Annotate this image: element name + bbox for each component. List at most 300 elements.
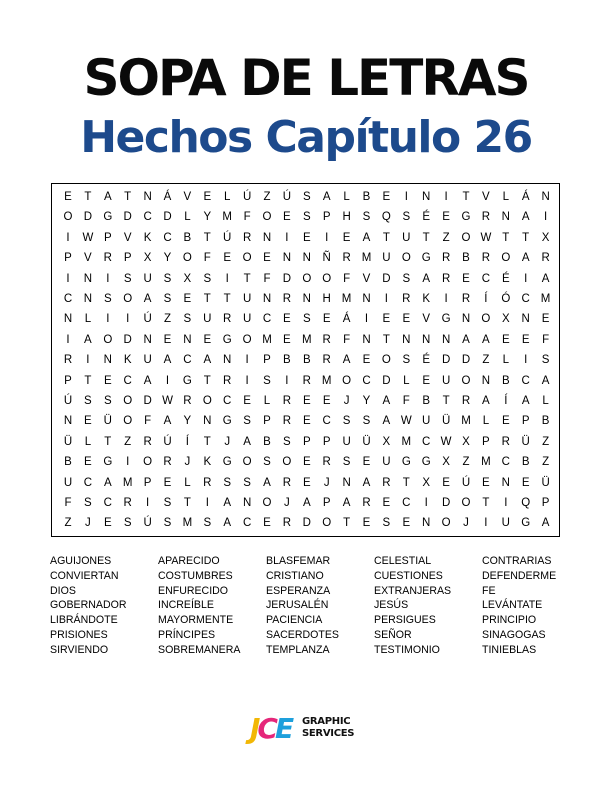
grid-letter: G — [401, 456, 411, 469]
grid-letter: O — [123, 395, 133, 407]
grid-letter: F — [343, 272, 351, 285]
logo-mark — [250, 712, 291, 746]
grid-letter: M — [302, 333, 312, 346]
grid-letter: R — [203, 476, 212, 489]
grid-letter: A — [103, 191, 112, 203]
grid-letter: E — [302, 231, 311, 244]
grid-letter: S — [402, 354, 411, 367]
grid-letter: A — [462, 333, 470, 346]
grid-letter: S — [203, 517, 212, 530]
grid-letter: E — [103, 517, 112, 530]
grid-letter: T — [84, 191, 92, 203]
grid-letter: T — [422, 231, 430, 244]
grid-letter: R — [223, 313, 232, 326]
grid-letter: O — [381, 354, 391, 367]
word-item: INCREÍBLE — [158, 599, 214, 612]
grid-letter: E — [302, 415, 311, 428]
logo-mark-c: C — [257, 712, 275, 745]
grid-letter: J — [284, 497, 290, 509]
grid-letter: O — [143, 456, 153, 469]
grid-letter: D — [441, 354, 451, 367]
grid-letter: R — [282, 395, 292, 407]
grid-letter: F — [542, 333, 550, 346]
grid-letter: A — [223, 497, 232, 509]
grid-letter: E — [482, 476, 490, 489]
grid-letter: R — [461, 293, 471, 305]
grid-letter: I — [106, 272, 110, 285]
grid-letter: L — [542, 395, 549, 407]
grid-letter: P — [322, 211, 331, 224]
grid-letter: G — [441, 313, 451, 326]
grid-row — [52, 329, 559, 351]
grid-letter: W — [82, 231, 94, 244]
grid-letter: T — [223, 293, 231, 305]
grid-letter: R — [282, 293, 292, 305]
grid-letter: A — [103, 476, 112, 489]
grid-letter: E — [382, 313, 391, 326]
page-title: SOPA DE LETRAS — [83, 49, 529, 107]
grid-letter: O — [242, 333, 252, 346]
grid-letter: E — [362, 456, 371, 469]
grid-letter: Ü — [441, 415, 451, 428]
grid-letter: P — [103, 231, 112, 244]
grid-letter: I — [543, 211, 548, 224]
grid-letter: I — [245, 374, 249, 387]
grid-letter: T — [183, 497, 191, 509]
grid-letter: T — [522, 231, 530, 244]
grid-letter: M — [401, 435, 412, 448]
grid-letter: N — [63, 313, 73, 326]
grid-letter: S — [123, 517, 132, 530]
grid-letter: R — [382, 476, 391, 489]
grid-letter: R — [103, 252, 112, 265]
grid-row — [52, 410, 559, 432]
grid-letter: C — [223, 395, 232, 407]
grid-letter: S — [163, 517, 172, 530]
grid-letter: Ü — [541, 476, 550, 489]
grid-letter: R — [481, 211, 491, 224]
grid-letter: R — [541, 252, 550, 265]
grid-letter: G — [421, 456, 431, 469]
grid-letter: O — [342, 374, 352, 387]
grid-letter: X — [501, 313, 510, 326]
grid-letter: L — [482, 415, 490, 428]
grid-letter: T — [203, 293, 211, 305]
grid-letter: M — [122, 476, 133, 489]
grid-letter: J — [343, 395, 350, 407]
grid-letter: H — [322, 293, 331, 305]
grid-letter: R — [282, 415, 292, 428]
grid-letter: N — [362, 333, 371, 346]
word-column — [482, 554, 592, 658]
grid-letter: A — [203, 354, 212, 367]
grid-letter: O — [103, 333, 113, 346]
grid-letter: J — [224, 435, 231, 448]
grid-letter: L — [84, 435, 92, 448]
grid-letter: E — [342, 231, 351, 244]
word-item: CELESTIAL — [374, 555, 432, 567]
grid-letter: B — [541, 415, 550, 428]
grid-letter: Á — [342, 313, 351, 326]
grid-letter: P — [143, 476, 152, 489]
grid-letter: U — [143, 272, 152, 285]
word-item: PRISIONES — [50, 628, 108, 641]
grid-letter: Z — [542, 435, 550, 448]
grid-letter: U — [382, 456, 391, 469]
grid-letter: P — [263, 415, 271, 428]
grid-letter: I — [444, 191, 448, 203]
grid-letter: L — [343, 191, 350, 203]
grid-letter: N — [422, 191, 431, 203]
logo — [250, 712, 362, 746]
grid-letter: Ó — [501, 293, 511, 305]
grid-letter: B — [64, 456, 72, 469]
grid-letter: E — [322, 313, 331, 326]
grid-letter: F — [203, 252, 211, 265]
word-item: PRINCIPIO — [482, 614, 537, 627]
grid-letter: G — [521, 517, 531, 530]
logo-text-line2: SERVICES — [302, 728, 355, 739]
grid-letter: S — [243, 476, 251, 489]
grid-letter: N — [302, 252, 311, 265]
grid-letter: E — [521, 333, 530, 346]
grid-letter: D — [302, 517, 311, 530]
grid-letter: I — [66, 333, 70, 346]
grid-letter: A — [143, 374, 152, 387]
grid-letter: S — [163, 272, 172, 285]
grid-letter: I — [524, 354, 528, 367]
grid-letter: O — [282, 456, 292, 469]
grid-letter: N — [422, 333, 431, 346]
grid-letter: N — [362, 293, 371, 305]
grid-letter: E — [302, 476, 311, 489]
grid-letter: M — [540, 293, 551, 305]
word-item: TINIEBLAS — [482, 643, 537, 656]
grid-letter: F — [402, 395, 410, 407]
word-item: SOBREMANERA — [158, 643, 241, 656]
grid-letter: T — [104, 435, 112, 448]
grid-letter: S — [402, 211, 411, 224]
grid-letter: I — [126, 456, 130, 469]
grid-letter: U — [143, 354, 152, 367]
grid-letter: Y — [163, 252, 172, 265]
grid-letter: E — [163, 333, 172, 346]
grid-letter: Ú — [163, 435, 172, 448]
grid-letter: U — [342, 435, 351, 448]
grid-letter: S — [302, 313, 311, 326]
grid-letter: N — [541, 191, 550, 203]
grid-letter: B — [263, 435, 271, 448]
grid-letter: X — [143, 252, 152, 265]
grid-letter: U — [242, 313, 252, 326]
grid-letter: K — [123, 354, 132, 367]
grid-letter: E — [64, 191, 72, 203]
grid-letter: R — [63, 354, 73, 367]
grid-letter: B — [501, 374, 510, 387]
grid-letter: U — [382, 252, 391, 265]
grid-letter: X — [462, 435, 470, 448]
grid-letter: C — [481, 272, 491, 285]
grid-letter: T — [124, 191, 132, 203]
grid-letter: O — [242, 456, 252, 469]
word-item: MAYORMENTE — [158, 614, 234, 627]
grid-letter: I — [504, 497, 508, 509]
word-item: LEVÁNTATE — [482, 599, 543, 612]
grid-letter: E — [203, 191, 212, 203]
grid-letter: A — [482, 395, 490, 407]
grid-letter: Z — [482, 354, 490, 367]
word-column — [374, 554, 484, 658]
grid-letter: T — [462, 191, 470, 203]
grid-letter: D — [123, 211, 132, 224]
grid-letter: R — [123, 497, 132, 509]
word-item: EXTRANJERAS — [374, 584, 452, 597]
grid-row — [52, 512, 559, 534]
grid-letter: B — [362, 191, 371, 203]
grid-letter: N — [262, 231, 272, 244]
grid-letter: I — [384, 293, 388, 305]
grid-letter: R — [143, 435, 152, 448]
grid-letter: U — [402, 231, 411, 244]
grid-letter: S — [263, 374, 271, 387]
grid-letter: V — [362, 272, 371, 285]
grid-letter: S — [283, 435, 291, 448]
grid-row — [52, 492, 559, 514]
grid-letter: I — [66, 231, 70, 244]
grid-letter: G — [222, 333, 232, 346]
grid-letter: T — [402, 476, 410, 489]
grid-letter: I — [126, 313, 130, 326]
grid-letter: S — [362, 211, 371, 224]
grid-letter: N — [203, 415, 212, 428]
grid-letter: S — [123, 272, 132, 285]
grid-letter: R — [322, 354, 331, 367]
grid-letter: U — [203, 313, 212, 326]
grid-letter: Ú — [143, 517, 152, 530]
grid-letter: I — [205, 497, 209, 509]
grid-letter: N — [143, 333, 152, 346]
grid-letter: F — [343, 333, 351, 346]
word-item: LIBRÁNDOTE — [50, 614, 118, 627]
grid-letter: Á — [163, 191, 172, 203]
grid-letter: N — [262, 293, 272, 305]
grid-letter: I — [424, 497, 428, 509]
grid-letter: E — [243, 395, 251, 407]
grid-letter: N — [441, 333, 451, 346]
grid-letter: S — [223, 476, 232, 489]
grid-letter: R — [163, 456, 172, 469]
grid-letter: O — [461, 497, 471, 509]
grid-letter: A — [322, 191, 331, 203]
grid-letter: X — [422, 476, 431, 489]
grid-letter: P — [322, 435, 331, 448]
grid-letter: C — [163, 231, 172, 244]
grid-letter: C — [262, 313, 272, 326]
grid-row — [52, 370, 559, 392]
grid-letter: R — [322, 456, 331, 469]
grid-letter: I — [364, 313, 369, 326]
grid-letter: M — [361, 252, 372, 265]
grid-letter: P — [64, 252, 72, 265]
grid-letter: T — [203, 374, 211, 387]
grid-letter: A — [541, 517, 550, 530]
grid-letter: A — [342, 354, 351, 367]
grid-letter: D — [382, 272, 391, 285]
grid-letter: S — [84, 497, 92, 509]
grid-letter: O — [262, 211, 272, 224]
grid-letter: I — [165, 374, 170, 387]
grid-letter: A — [541, 374, 550, 387]
grid-letter: D — [282, 272, 292, 285]
grid-letter: C — [103, 497, 112, 509]
grid-letter: C — [143, 211, 152, 224]
grid-letter: Ú — [143, 313, 152, 326]
grid-letter: E — [382, 497, 391, 509]
grid-letter: X — [382, 435, 391, 448]
grid-letter: N — [521, 313, 530, 326]
grid-letter: Í — [185, 435, 189, 448]
grid-letter: Ú — [282, 191, 292, 203]
grid-letter: M — [262, 333, 272, 346]
grid-letter: D — [83, 211, 93, 224]
grid-letter: E — [442, 211, 450, 224]
grid-letter: N — [342, 476, 351, 489]
grid-letter: O — [123, 415, 133, 428]
grid-letter: C — [63, 293, 73, 305]
grid-letter: S — [382, 517, 391, 530]
grid-letter: Z — [442, 231, 450, 244]
grid-letter: A — [521, 211, 530, 224]
grid-letter: Í — [484, 293, 488, 305]
grid-letter: C — [242, 517, 252, 530]
grid-letter: D — [143, 395, 152, 407]
grid-letter: A — [143, 293, 152, 305]
grid-letter: Ú — [223, 231, 232, 244]
grid-letter: E — [501, 415, 510, 428]
grid-letter: C — [322, 415, 331, 428]
grid-letter: F — [144, 415, 152, 428]
word-item: AGUIJONES — [50, 555, 112, 567]
grid-letter: E — [283, 211, 291, 224]
grid-letter: A — [243, 435, 251, 448]
grid-letter: P — [322, 497, 331, 509]
grid-letter: S — [183, 313, 192, 326]
grid-row — [52, 268, 559, 290]
grid-letter: I — [66, 272, 70, 285]
word-item: CONVIERTAN — [50, 569, 119, 582]
word-item: ENFURECIDO — [158, 584, 229, 597]
grid-row — [52, 288, 559, 310]
grid-row — [52, 308, 559, 330]
grid-letter: O — [302, 272, 312, 285]
grid-letter: Ñ — [322, 252, 331, 265]
logo-text-line1: GRAPHIC — [302, 716, 351, 727]
grid-letter: S — [163, 293, 172, 305]
word-list — [50, 554, 570, 664]
grid-letter: K — [143, 231, 152, 244]
grid-letter: X — [183, 272, 192, 285]
grid-letter: T — [203, 435, 211, 448]
grid-letter: V — [84, 252, 92, 265]
grid-letter: A — [362, 476, 371, 489]
grid-letter: S — [103, 395, 112, 407]
grid-row — [52, 451, 559, 473]
grid-letter: P — [521, 415, 530, 428]
grid-letter: L — [184, 211, 191, 224]
grid-letter: G — [461, 211, 471, 224]
grid-letter: R — [441, 272, 451, 285]
grid-letter: D — [123, 333, 132, 346]
grid-letter: G — [103, 456, 113, 469]
grid-letter: I — [106, 313, 110, 326]
word-item: DIOS — [50, 584, 76, 597]
grid-letter: U — [501, 517, 510, 530]
grid-letter: E — [223, 252, 232, 265]
grid-letter: P — [482, 435, 490, 448]
grid-letter: É — [422, 211, 431, 224]
grid-letter: O — [322, 517, 332, 530]
grid-letter: E — [283, 313, 291, 326]
grid-letter: M — [321, 374, 332, 387]
grid-letter: E — [84, 415, 92, 428]
grid-letter: P — [123, 252, 132, 265]
grid-letter: A — [302, 497, 311, 509]
grid-letter: S — [362, 415, 371, 428]
grid-letter: E — [163, 476, 172, 489]
grid-letter: S — [541, 354, 550, 367]
logo-mark-j: J — [250, 712, 258, 745]
grid-letter: I — [285, 374, 289, 387]
grid-letter: V — [123, 231, 132, 244]
grid-row — [52, 227, 559, 249]
grid-letter: A — [263, 476, 271, 489]
grid-letter: Z — [462, 456, 470, 469]
grid-letter: W — [162, 395, 173, 407]
grid-letter: Q — [521, 497, 531, 509]
word-item: SINAGOGAS — [482, 628, 546, 641]
grid-letter: C — [83, 476, 93, 489]
grid-letter: Z — [263, 191, 271, 203]
grid-letter: V — [422, 313, 431, 326]
grid-letter: M — [481, 456, 491, 469]
logo-text — [302, 716, 372, 740]
word-item: SIRVIENDO — [50, 643, 109, 656]
grid-letter: I — [524, 272, 528, 285]
grid-letter: A — [163, 415, 172, 428]
grid-letter: S — [302, 191, 311, 203]
grid-letter: I — [325, 231, 329, 244]
grid-letter: E — [362, 354, 371, 367]
grid-letter: Ú — [63, 395, 73, 407]
grid-letter: O — [322, 272, 332, 285]
grid-row — [52, 390, 559, 412]
grid-letter: A — [382, 395, 391, 407]
word-item: PERSIGUES — [374, 614, 436, 627]
grid-letter: O — [123, 293, 133, 305]
grid-letter: P — [263, 354, 271, 367]
word-item: DEFENDERME — [482, 569, 557, 582]
grid-letter: Á — [521, 191, 530, 203]
grid-letter: O — [461, 231, 471, 244]
grid-letter: R — [242, 231, 252, 244]
grid-letter: B — [183, 231, 192, 244]
word-item: COSTUMBRES — [158, 569, 233, 582]
grid-letter: R — [402, 293, 411, 305]
grid-letter: M — [461, 415, 471, 428]
grid-letter: L — [403, 374, 410, 387]
grid-letter: E — [541, 313, 550, 326]
word-item: SACERDOTES — [266, 628, 339, 641]
